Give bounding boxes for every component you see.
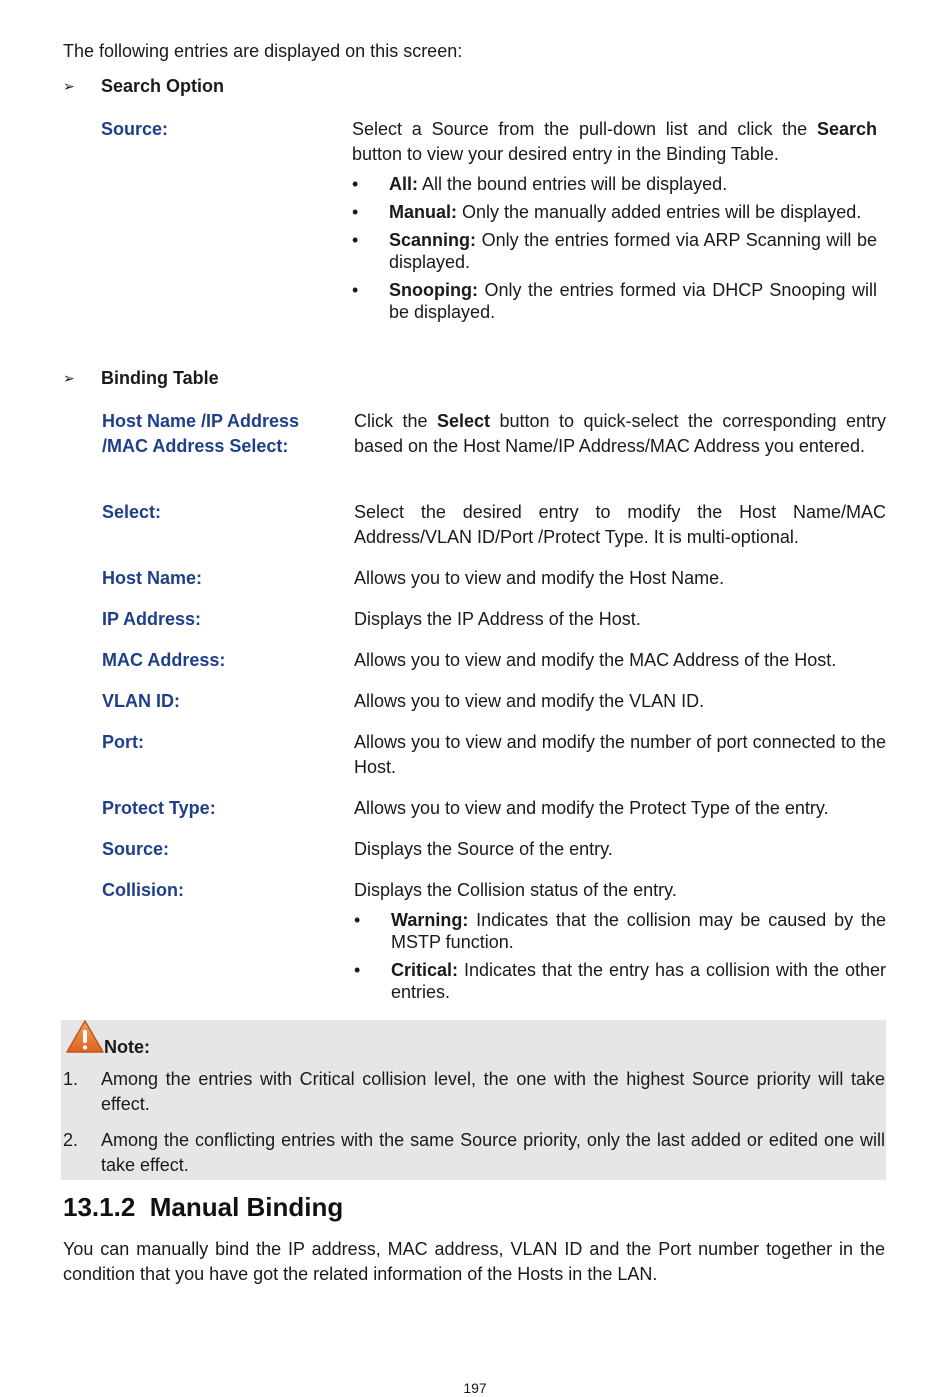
- collision-desc-text: Displays the Collision status of the entry.: [354, 880, 677, 900]
- page-number: 197: [463, 1380, 487, 1396]
- list-item: [352, 229, 877, 273]
- bullet-icon: •: [354, 910, 361, 930]
- note-text: Among the entries with Critical collision level, the one with the highest Source priority will take effect.: [101, 1069, 885, 1114]
- port-term: Port:: [102, 732, 144, 752]
- desc-text-2: button to quick-select the corresponding entry based on the Host Name/IP Address/MAC Address you entered.: [354, 411, 886, 456]
- source-options-list: [352, 173, 877, 323]
- section-paragraph: You can manually bind the IP address, MAC address, VLAN ID and the Port number together in the condition that you have got the related information of the Hosts in the LAN.: [63, 1239, 885, 1284]
- list-item: [352, 279, 877, 323]
- bullet-label: All:: [389, 174, 418, 194]
- source-term: Source:: [102, 839, 170, 859]
- note-number: 2.: [63, 1130, 79, 1150]
- bullet-text: All the bound entries will be displayed.: [418, 174, 728, 194]
- protect-type-desc: Allows you to view and modify the Protect Type of the entry.: [354, 798, 829, 818]
- desc-text: Click the: [354, 411, 437, 431]
- bullet-text: Indicates that the collision may be caused by the MSTP function.: [391, 910, 886, 952]
- protect-type-term: Protect Type:: [102, 798, 216, 818]
- bullet-icon: •: [352, 280, 359, 300]
- mac-address-desc: Allows you to view and modify the MAC Address of the Host.: [354, 650, 837, 670]
- ip-address-term: IP Address:: [102, 609, 202, 629]
- vlan-id-desc: Allows you to view and modify the VLAN ID.: [354, 691, 705, 711]
- source-desc-text: Select a Source from the pull-down list and click the: [352, 119, 817, 139]
- host-ip-mac-select-desc: [354, 409, 886, 459]
- note-text: Among the conflicting entries with the same Source priority, only the last added or edited one will take effect.: [101, 1130, 885, 1175]
- source-description: [352, 117, 877, 329]
- note-item: [63, 1067, 885, 1117]
- collision-list: [354, 909, 886, 1003]
- search-option-title: Search Option: [101, 76, 225, 96]
- arrow-bullet-icon: ➢: [63, 78, 75, 94]
- host-name-desc: Allows you to view and modify the Host Name.: [354, 568, 725, 588]
- host-name-term: Host Name:: [102, 568, 203, 588]
- bullet-label: Manual:: [389, 202, 458, 222]
- binding-table-heading: [63, 367, 219, 389]
- note-number: 1.: [63, 1069, 79, 1089]
- host-ip-mac-select-term: Host Name /IP Address /MAC Address Select:: [102, 411, 300, 456]
- ip-address-desc: Displays the IP Address of the Host.: [354, 609, 641, 629]
- mac-address-term: MAC Address:: [102, 650, 226, 670]
- select-term: Select:: [102, 502, 162, 522]
- select-desc: Select the desired entry to modify the Host Name/MAC Address/VLAN ID/Port /Protect Type. It is multi-optional.: [354, 502, 886, 547]
- source-desc-bold: Search: [816, 119, 877, 139]
- bullet-text: Only the entries formed via DHCP Snooping will be displayed.: [389, 280, 877, 322]
- bullet-icon: •: [352, 230, 359, 250]
- collision-desc: [354, 878, 886, 1009]
- section-heading: 13.1.2 Manual Binding: [63, 1192, 344, 1222]
- bullet-text: Only the entries formed via ARP Scanning will be displayed.: [389, 230, 877, 272]
- vlan-id-term: VLAN ID:: [102, 691, 180, 711]
- list-item: [352, 201, 877, 223]
- bullet-icon: •: [352, 174, 359, 194]
- bullet-label: Scanning:: [389, 230, 477, 250]
- bullet-text: Indicates that the entry has a collision with the other entries.: [391, 960, 886, 1002]
- arrow-bullet-icon: ➢: [63, 370, 75, 386]
- intro-text: The following entries are displayed on this screen:: [63, 41, 463, 61]
- bullet-text: Only the manually added entries will be displayed.: [457, 202, 862, 222]
- desc-bold: Select: [436, 411, 490, 431]
- bullet-label: Critical:: [391, 960, 459, 980]
- source-term: Source:: [101, 119, 169, 139]
- source-desc-text-2: button to view your desired entry in the Binding Table.: [352, 144, 779, 164]
- bullet-icon: •: [352, 202, 359, 222]
- warning-triangle-icon: [65, 1019, 105, 1055]
- note-item: [63, 1128, 885, 1178]
- list-item: [352, 173, 877, 195]
- bullet-label: Warning:: [391, 910, 469, 930]
- note-title: Note:: [104, 1037, 150, 1057]
- list-item: [354, 909, 886, 953]
- bullet-icon: •: [354, 960, 361, 980]
- bullet-label: Snooping:: [389, 280, 478, 300]
- binding-table-title: Binding Table: [101, 368, 219, 388]
- collision-term: Collision:: [102, 880, 184, 900]
- list-item: [354, 959, 886, 1003]
- search-option-heading: [63, 75, 224, 97]
- port-desc: Allows you to view and modify the number of port connected to the Host.: [354, 732, 886, 777]
- source-desc: Displays the Source of the entry.: [354, 839, 613, 859]
